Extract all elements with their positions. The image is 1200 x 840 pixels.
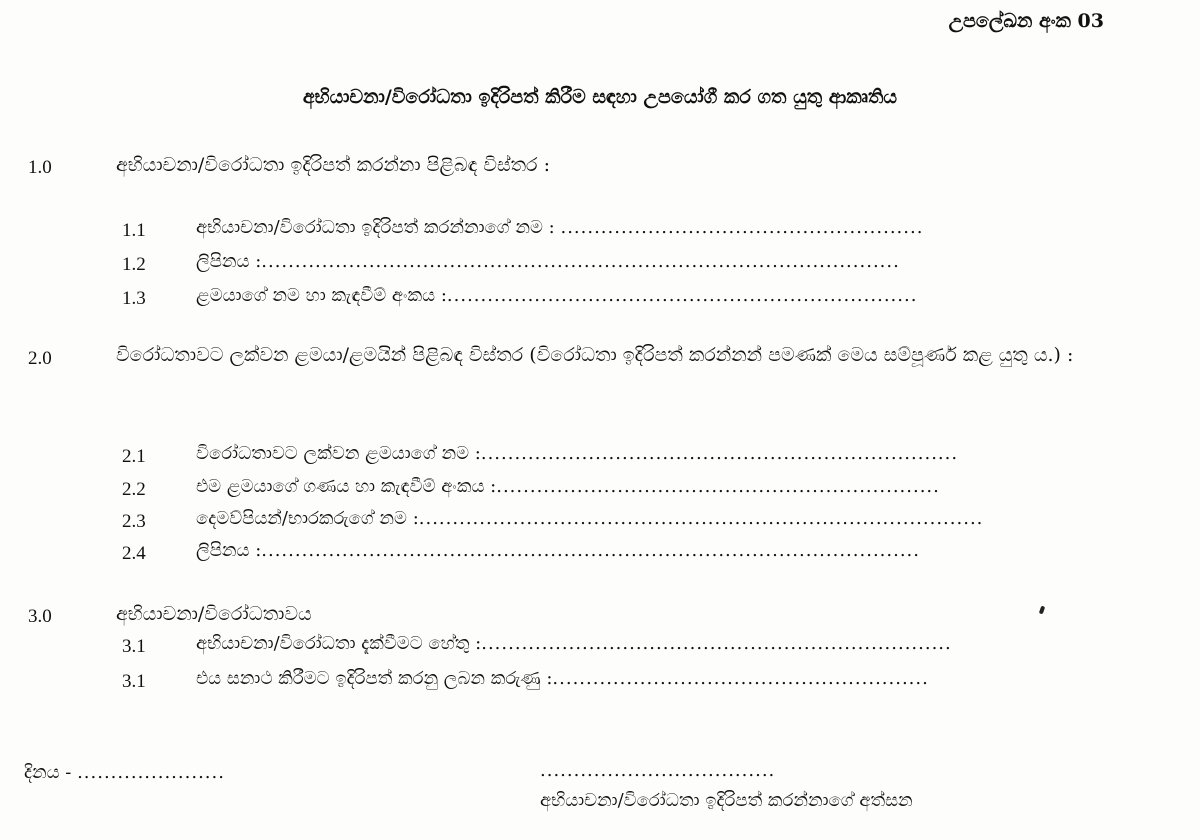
field-blank[interactable]: ...................................................... (560, 217, 924, 238)
item-number: 1.2 (122, 254, 146, 275)
item-number: 1.3 (122, 288, 146, 309)
section-number: 1.0 (28, 157, 52, 178)
field-blank[interactable]: ....................................................................... (480, 443, 959, 464)
field-blank[interactable]: ........................................................ (552, 668, 929, 689)
form-field-row[interactable] (196, 668, 929, 689)
field-label: ළමයාගේ නම හා කැඳවීම් අංකය : (196, 285, 447, 306)
item-number: 3.1 (122, 636, 146, 657)
form-field-row[interactable] (196, 285, 917, 306)
form-title: අභියාචනා/විරෝධතා ඉදිරිපත් කිරීම සඳහා උපයෝගී කර ගත යුතු ආකෘතිය (302, 86, 898, 108)
annex-number: උපලේඛන අංක 03 (948, 10, 1104, 32)
section-title: අභියාචනා/විරෝධතා ඉදිරිපත් කරන්නා පිළිබඳ විස්තර : (116, 154, 550, 176)
field-label: එම ළමයාගේ ගණය හා කැඳවීම් අංකය : (196, 476, 497, 497)
field-blank[interactable]: .................................................................................... (418, 508, 984, 529)
form-field-row[interactable] (196, 251, 900, 272)
field-label: විරෝධතාවට ලක්වන ළමයාගේ නම : (196, 443, 481, 464)
form-field-row[interactable] (196, 476, 940, 497)
form-field-row[interactable] (196, 540, 920, 561)
signature-label: අභියාචනා/විරෝධතා ඉදිරිපත් කරන්නාගේ අත්සන (540, 790, 913, 811)
section-title: අභියාචනා/විරෝධතාවය (116, 603, 312, 625)
item-number: 2.2 (122, 479, 146, 500)
field-blank[interactable]: ...................................................................... (446, 285, 918, 306)
date-blank[interactable]: ...................... (77, 762, 225, 783)
signature-blank[interactable]: ................................... (540, 760, 776, 781)
date-label: දිනය - (24, 762, 78, 783)
field-label: ලිපිනය : (196, 540, 262, 561)
form-field-row[interactable] (196, 443, 958, 464)
item-number: 2.4 (122, 543, 146, 564)
date-field-row[interactable] (24, 762, 225, 783)
form-field-row[interactable] (196, 217, 923, 238)
field-label: දෙමව්පියන්/භාරකරුගේ නම : (196, 508, 419, 529)
field-label: අභියාචනා/විරෝධතා ඉදිරිපත් කරන්නාගේ නම : (196, 217, 561, 238)
item-number: 3.1 (122, 671, 146, 692)
field-label: අභියාචනා/විරෝධතා දැක්වීමට හේතු : (196, 633, 482, 654)
scan-speck (1039, 606, 1045, 615)
item-number: 1.1 (122, 220, 146, 241)
section-number: 3.0 (28, 606, 52, 627)
form-field-row[interactable] (196, 508, 983, 529)
form-field-row[interactable] (196, 633, 952, 654)
field-label: ලිපිනය : (196, 251, 262, 272)
field-blank[interactable]: .................................................................. (496, 476, 940, 497)
item-number: 2.3 (122, 511, 146, 532)
section-number: 2.0 (28, 348, 52, 369)
field-blank[interactable]: .................................................................................................. (261, 540, 920, 561)
field-label: එය සනාථ කිරීමට ඉදිරිපත් කරනු ලබන කරුණු : (196, 668, 553, 689)
item-number: 2.1 (122, 446, 146, 467)
section-title: විරෝධතාවට ලක්වන ළමයා/ළමයින් පිළිබඳ විස්තර (විරෝධතා ඉදිරිපත් කරන්නන් පමණක් මෙය සම්පූර්ණ කළ යුතු ය.) : (116, 344, 1074, 366)
field-blank[interactable]: ............................................................................................... (261, 251, 900, 272)
field-blank[interactable]: ...................................................................... (481, 633, 952, 654)
